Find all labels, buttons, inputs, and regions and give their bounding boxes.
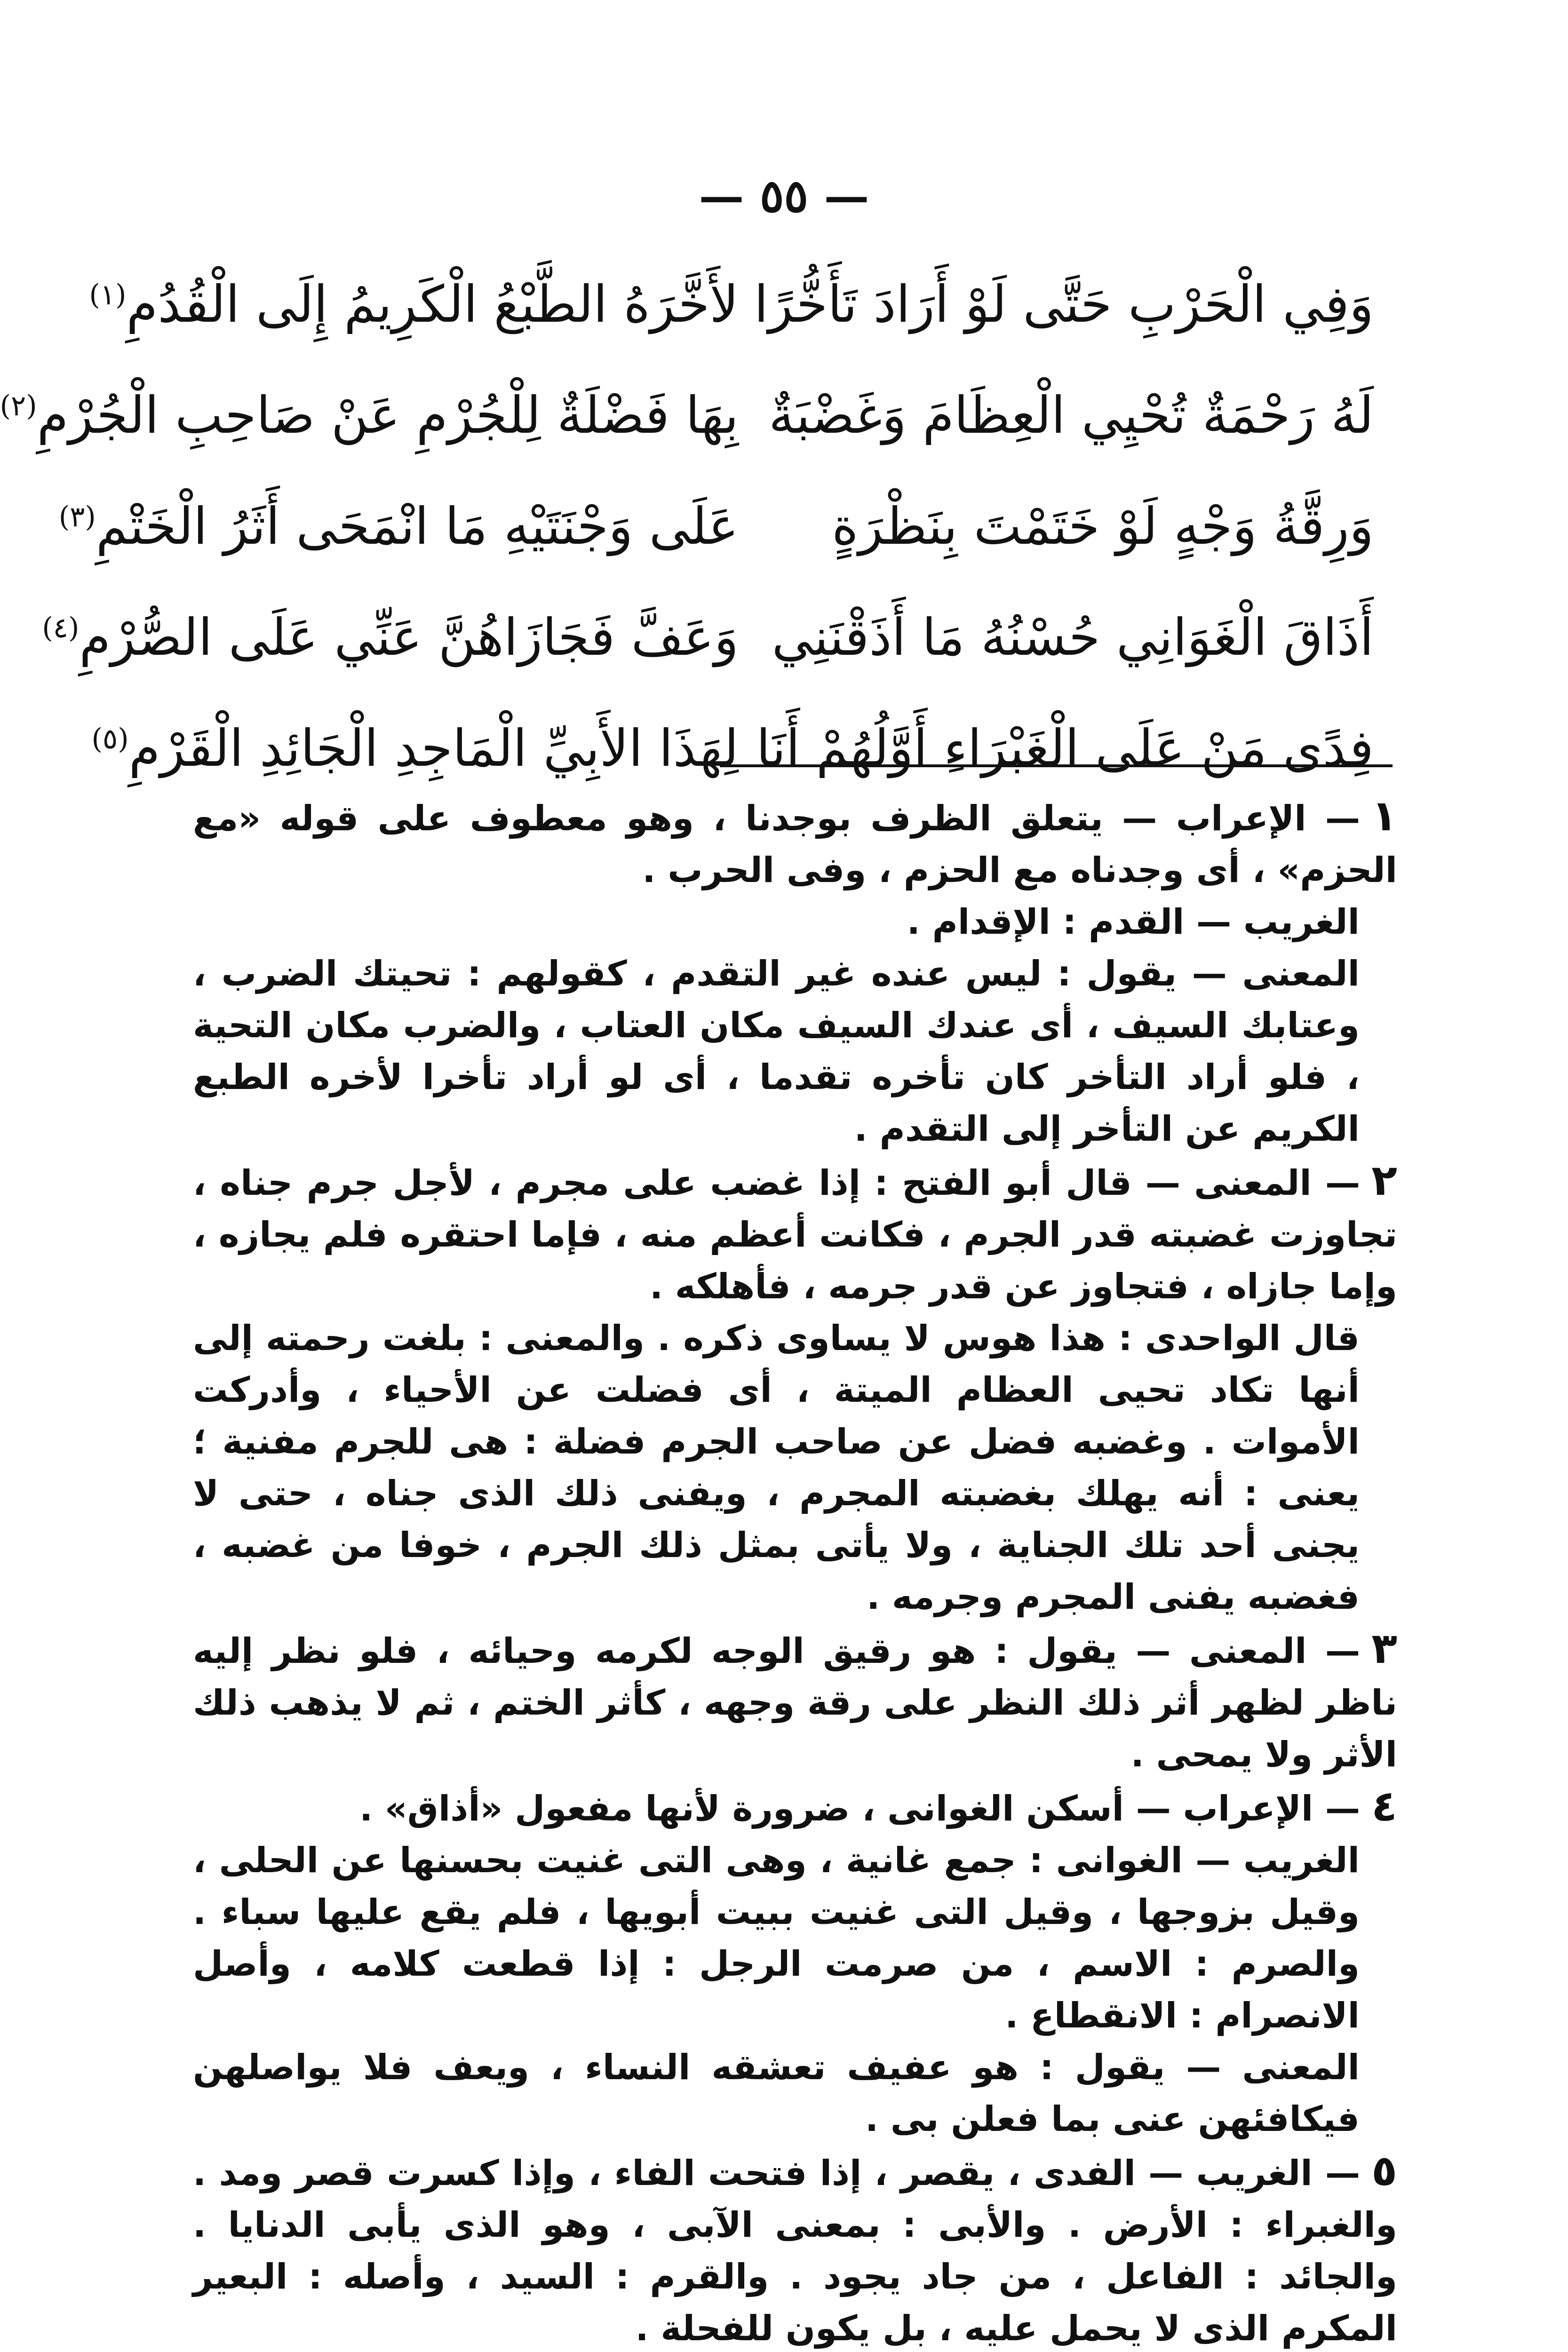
footnote-paragraph — [193, 2145, 1397, 2352]
verse-second-hemistich — [0, 385, 739, 446]
footnote-text: — المعنى — قال أبو الفتح : إذا غضب على مجرم ، لأجل جرم جناه ، تجاوزت غضبته قدر الجرم ، فكانت أعظم منه ، فإما احتقره فلم يجازه ، وإما جازاه ، فتجاوز عن قدر جرمه ، فأهلكه . — [193, 1163, 1397, 1307]
verse-second-hemistich — [91, 718, 739, 779]
verse-second-text: عَلَى وَجْنَتَيْهِ مَا انْمَحَى أَثَرُ الْخَتْمِ — [96, 497, 739, 556]
verse-second-hemistich — [42, 607, 739, 668]
footnote-number: ٣ — [1371, 1624, 1397, 1673]
footnote-text: المعنى — يقول : ليس عنده غير التقدم ، كقولهم : تحيتك الضرب ، وعتابك السيف ، أى عندك السيف مكان العتاب ، والضرب مكان التحية ، فلو أراد التأخر كان تأخره تقدما ، أى لو أراد تأخرا لأخره الطبع الكريم عن التأخر إلى التقدم . — [193, 954, 1360, 1149]
footnote-marker: (٢) — [0, 389, 37, 423]
footnote-paragraph — [193, 1835, 1397, 2042]
footnote-paragraph — [193, 1623, 1397, 1780]
footnote-text: الغريب — الغوانى : جمع غانية ، وهى التى غنيت بحسنها عن الحلى ، وقيل بزوجها ، وقيل التى غنيت ببيت أبويها ، فلم يقع عليها سباء . والصرم : الاسم ، من صرمت الرجل : إذا قطعت كلامه ، وأصل الانصرام : الانقطاع . — [193, 1840, 1360, 2036]
page-number: — ٥٥ — — [699, 169, 869, 222]
footnote-text: — الإعراب — أسكن الغوانى ، ضرورة لأنها مفعول «أذاق» . — [359, 1788, 1361, 1829]
verse-first-hemistich: أَذَاقَ الْغَوَانِي حُسْنُهُ مَا أَذَقْنَنِي — [772, 608, 1374, 667]
verse-second-text: بِهَا فَضْلَةٌ لِلْجُرْمِ عَنْ صَاحِبِ الْجُرْمِ — [37, 386, 739, 445]
verse-second-hemistich — [89, 274, 739, 335]
footnote-paragraph — [193, 1312, 1397, 1623]
footnote-number: ١ — [1371, 791, 1397, 841]
verse-line — [58, 471, 1374, 582]
footnote-divider — [720, 764, 1393, 767]
verse-line — [0, 360, 1374, 471]
footnote-number: ٤ — [1371, 1781, 1397, 1831]
footnote-paragraph — [193, 1155, 1397, 1312]
verse-second-text: لأَخَّرَهُ الطَّبْعُ الْكَرِيمُ إِلَى الْقُدُمِ — [126, 275, 739, 334]
footnote-marker: (٣) — [58, 501, 96, 534]
footnote-number: ٥ — [1371, 2146, 1397, 2195]
verse-second-text: لِهَذَا الأَبِيِّ الْمَاجِدِ الْجَائِدِ الْقَرْمِ — [128, 719, 739, 779]
verse-line — [89, 249, 1374, 360]
footnote-paragraph — [193, 2042, 1397, 2145]
footnote-paragraph — [193, 790, 1397, 896]
footnote-paragraph — [193, 896, 1397, 948]
footnote-text: — الغريب — الفدى ، يقصر ، إذا فتحت الفاء ، وإذا كسرت قصر ومد . والغبراء : الأرض . والأبى : بمعنى الآبى ، وهو الذى يأبى الدنايا . والجائد : الفاعل ، من جاد يجود . والقرم : السيد ، وأصله : البعير المكرم الذى لا يحمل عليه ، بل يكون للفحلة . — [193, 2153, 1397, 2349]
verse-second-hemistich — [58, 496, 739, 557]
footnote-text: — الإعراب — يتعلق الظرف بوجدنا ، وهو معطوف على قوله «مع الحزم» ، أى وجدناه مع الحزم ، وفى الحرب . — [193, 798, 1397, 890]
footnote-text: قال الواحدى : هذا هوس لا يساوى ذكره . والمعنى : بلغت رحمته إلى أنها تكاد تحيى العظام الميتة ، أى فضلت عن الأحياء ، وأدركت الأموات . وغضبه فضل عن صاحب الجرم فضلة : هى للجرم مفنية ؛ يعنى : أنه يهلك بغضبته المجرم ، ويفنى ذلك الذى جناه ، حتى لا يجنى أحد تلك الجناية ، ولا يأتى بمثل ذلك الجرم ، خوفا من غضبه ، فغضبه يفنى المجرم وجرمه . — [193, 1318, 1360, 1617]
verse-first-hemistich: لَهُ رَحْمَةٌ تُحْيِي الْعِظَامَ وَغَضْبَةٌ — [769, 386, 1374, 445]
verse-first-hemistich: وَرِقَّةُ وَجْهٍ لَوْ خَتَمْتَ بِنَظْرَةٍ — [832, 497, 1374, 556]
footnote-marker: (٤) — [42, 612, 80, 645]
footnote-number: ٢ — [1371, 1156, 1397, 1205]
verse-line — [91, 693, 1374, 804]
verse-first-hemistich: فِدًى مَنْ عَلَى الْغَبْرَاءِ أَوَّلُهُمْ أَنَا — [756, 719, 1374, 779]
footnote-text: المعنى — يقول : هو عفيف تعشقه النساء ، ويعف فلا يواصلهن فيكافئهن عنى بما فعلن بى . — [193, 2047, 1360, 2139]
verse-second-text: وَعَفَّ فَجَازَاهُنَّ عَنِّي عَلَى الصُّرْمِ — [79, 608, 739, 667]
footnote-text: الغريب — القدم : الإقدام . — [907, 902, 1360, 942]
footnote-marker: (٥) — [91, 723, 129, 756]
verse-first-hemistich: وَفِي الْحَرْبِ حَتَّى لَوْ أَرَادَ تَأَخُّرًا — [754, 275, 1374, 334]
verse-line — [42, 582, 1374, 693]
footnote-marker: (١) — [89, 278, 127, 312]
footnote-paragraph — [193, 948, 1397, 1155]
footnote-paragraph — [193, 1780, 1397, 1835]
footnotes — [193, 790, 1397, 2352]
poem-verses — [0, 249, 1374, 804]
footnote-text: — المعنى — يقول : هو رقيق الوجه لكرمه وحيائه ، فلو نظر إليه ناظر لظهر أثر ذلك النظر على رقة وجهه ، كأثر الختم ، ثم لا يذهب ذلك الأثر ولا يمحى . — [193, 1631, 1397, 1775]
